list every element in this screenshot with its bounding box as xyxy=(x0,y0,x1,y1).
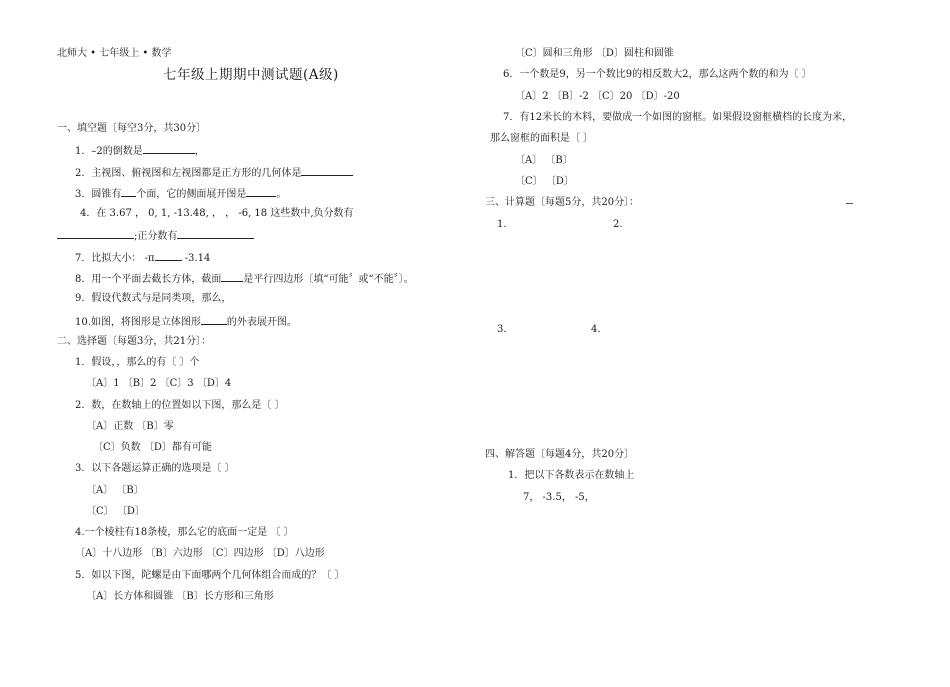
fill-question-9: 9．假设代数式与是同类项，那么， xyxy=(75,293,232,304)
choice-question-4-options: 〔A〕十八边形 〔B〕六边形 〔C〕四边形 〔D〕八边形 xyxy=(75,548,325,559)
fill-question-3-text-a: 3．圆锥有 xyxy=(75,189,122,200)
fill-question-7-text-b: -3.14 xyxy=(181,253,211,264)
fill-question-2 xyxy=(75,166,353,180)
fill-question-4-text-b: ;正分数有 xyxy=(134,231,178,242)
fill-question-8-text-a: 8．用一个平面去截长方体，截面 xyxy=(75,274,222,285)
calc-problem-3-number: 3. xyxy=(497,324,507,335)
fill-question-8 xyxy=(75,272,414,286)
choice-question-6-options: 〔A〕2 〔B〕-2 〔C〕20 〔D〕-20 xyxy=(515,91,680,102)
fill-question-2-text: 2．主视图、俯视图和左视图都是正方形的几何体是 xyxy=(75,168,302,179)
fill-question-3 xyxy=(75,187,286,201)
fill-question-10 xyxy=(75,315,297,329)
choice-question-1: 1．假设，，那么的有〔 〕个 xyxy=(75,357,200,368)
choice-question-2-options-ab: 〔A〕正数 〔B〕零 xyxy=(86,421,174,432)
choice-question-3-options-cd: 〔C〕 〔D〕 xyxy=(86,506,145,517)
choice-question-7: 7．有12米长的木料，要做成一个如图的窗框。如果假设窗框横档的长度为米， xyxy=(503,112,853,123)
choice-question-3: 3．以下各题运算正确的选项是〔 〕 xyxy=(75,463,235,474)
choice-question-4: 4.一个棱柱有18条棱，那么它的底面一定是 〔 〕 xyxy=(75,527,294,538)
stray-dash-mark xyxy=(846,203,853,204)
answer-blank xyxy=(201,315,227,325)
answer-question-1: 1．把以下各数表示在数轴上 xyxy=(508,470,635,481)
answer-blank xyxy=(177,229,254,239)
calc-problem-1-number: 1. xyxy=(497,219,507,230)
choice-question-2: 2．数，在数轴上的位置如以下图，那么是〔 〕 xyxy=(75,400,285,411)
section-2-heading: 二、选择题〔每题3分，共21分〕： xyxy=(57,336,212,347)
fill-question-4: 4．在 3.67 ， 0, 1, -13.48, ， ， -6, 18 这些数中,负分数有 xyxy=(80,208,354,219)
section-1-heading: 一、填空题〔每空3分，共30分〕 xyxy=(57,123,207,134)
fill-question-1-text: 1．–2的倒数是 xyxy=(75,146,143,157)
fill-question-3-end: 。 xyxy=(276,189,287,200)
section-4-heading: 四、解答题〔每题4分，共20分〕 xyxy=(485,449,635,460)
fill-question-1-end: ， xyxy=(194,146,205,157)
choice-question-7-cont: 那么窗框的面积是〔 〕 xyxy=(490,133,594,144)
answer-question-1-numbers: 7， -3.5， -5， xyxy=(523,492,595,503)
choice-question-3-options-ab: 〔A〕 〔B〕 xyxy=(86,485,144,496)
choice-question-1-options: 〔A〕1 〔B〕2 〔C〕3 〔D〕4 xyxy=(86,378,232,389)
fill-question-1 xyxy=(75,144,205,158)
fill-question-7-text: 7．比拟大小： -π xyxy=(75,253,155,264)
answer-blank xyxy=(301,166,353,176)
choice-question-5: 5．如以下图，陀螺是由下面哪两个几何体组合而成的？〔 〕 xyxy=(75,570,345,581)
choice-question-5-options-cd: 〔C〕圆和三角形 〔D〕圆柱和圆锥 xyxy=(515,48,674,59)
section-3-heading: 三、计算题〔每题5分，共20分〕： xyxy=(485,197,640,208)
calc-problem-4-number: 4. xyxy=(591,324,601,335)
document-title: 七年级上期期中测试题(A级) xyxy=(163,67,339,83)
answer-blank xyxy=(155,251,182,261)
answer-blank xyxy=(121,187,136,197)
fill-question-7 xyxy=(75,251,210,265)
fill-question-8-text-b: 是平行四边形〔填“可能〞或“不能〞〕。 xyxy=(243,274,414,285)
answer-blank xyxy=(57,229,134,239)
fill-question-10-text-b: 的外表展开图。 xyxy=(226,317,297,328)
document-breadcrumb: 北师大 • 七年级上 • 数学 xyxy=(57,48,172,59)
calc-problem-2-number: 2. xyxy=(613,219,623,230)
choice-question-5-options-ab: 〔A〕长方体和圆锥 〔B〕长方形和三角形 xyxy=(86,591,274,602)
choice-question-2-options-cd: 〔C〕负数 〔D〕都有可能 xyxy=(93,442,212,453)
answer-blank xyxy=(143,144,195,154)
choice-question-6: 6．一个数是9，另一个数比9的相反数大2，那么这两个数的和为〔 〕 xyxy=(503,69,812,80)
fill-question-4-cont xyxy=(57,229,254,243)
choice-question-7-options-ab: 〔A〕 〔B〕 xyxy=(515,155,573,166)
answer-blank xyxy=(246,187,276,197)
fill-question-3-text-b: 个面，它的侧面展开图是 xyxy=(136,189,247,200)
fill-question-10-text-a: 10.如图，将图形是立体图形 xyxy=(75,317,201,328)
choice-question-7-options-cd: 〔C〕 〔D〕 xyxy=(515,176,574,187)
answer-blank xyxy=(221,272,243,282)
